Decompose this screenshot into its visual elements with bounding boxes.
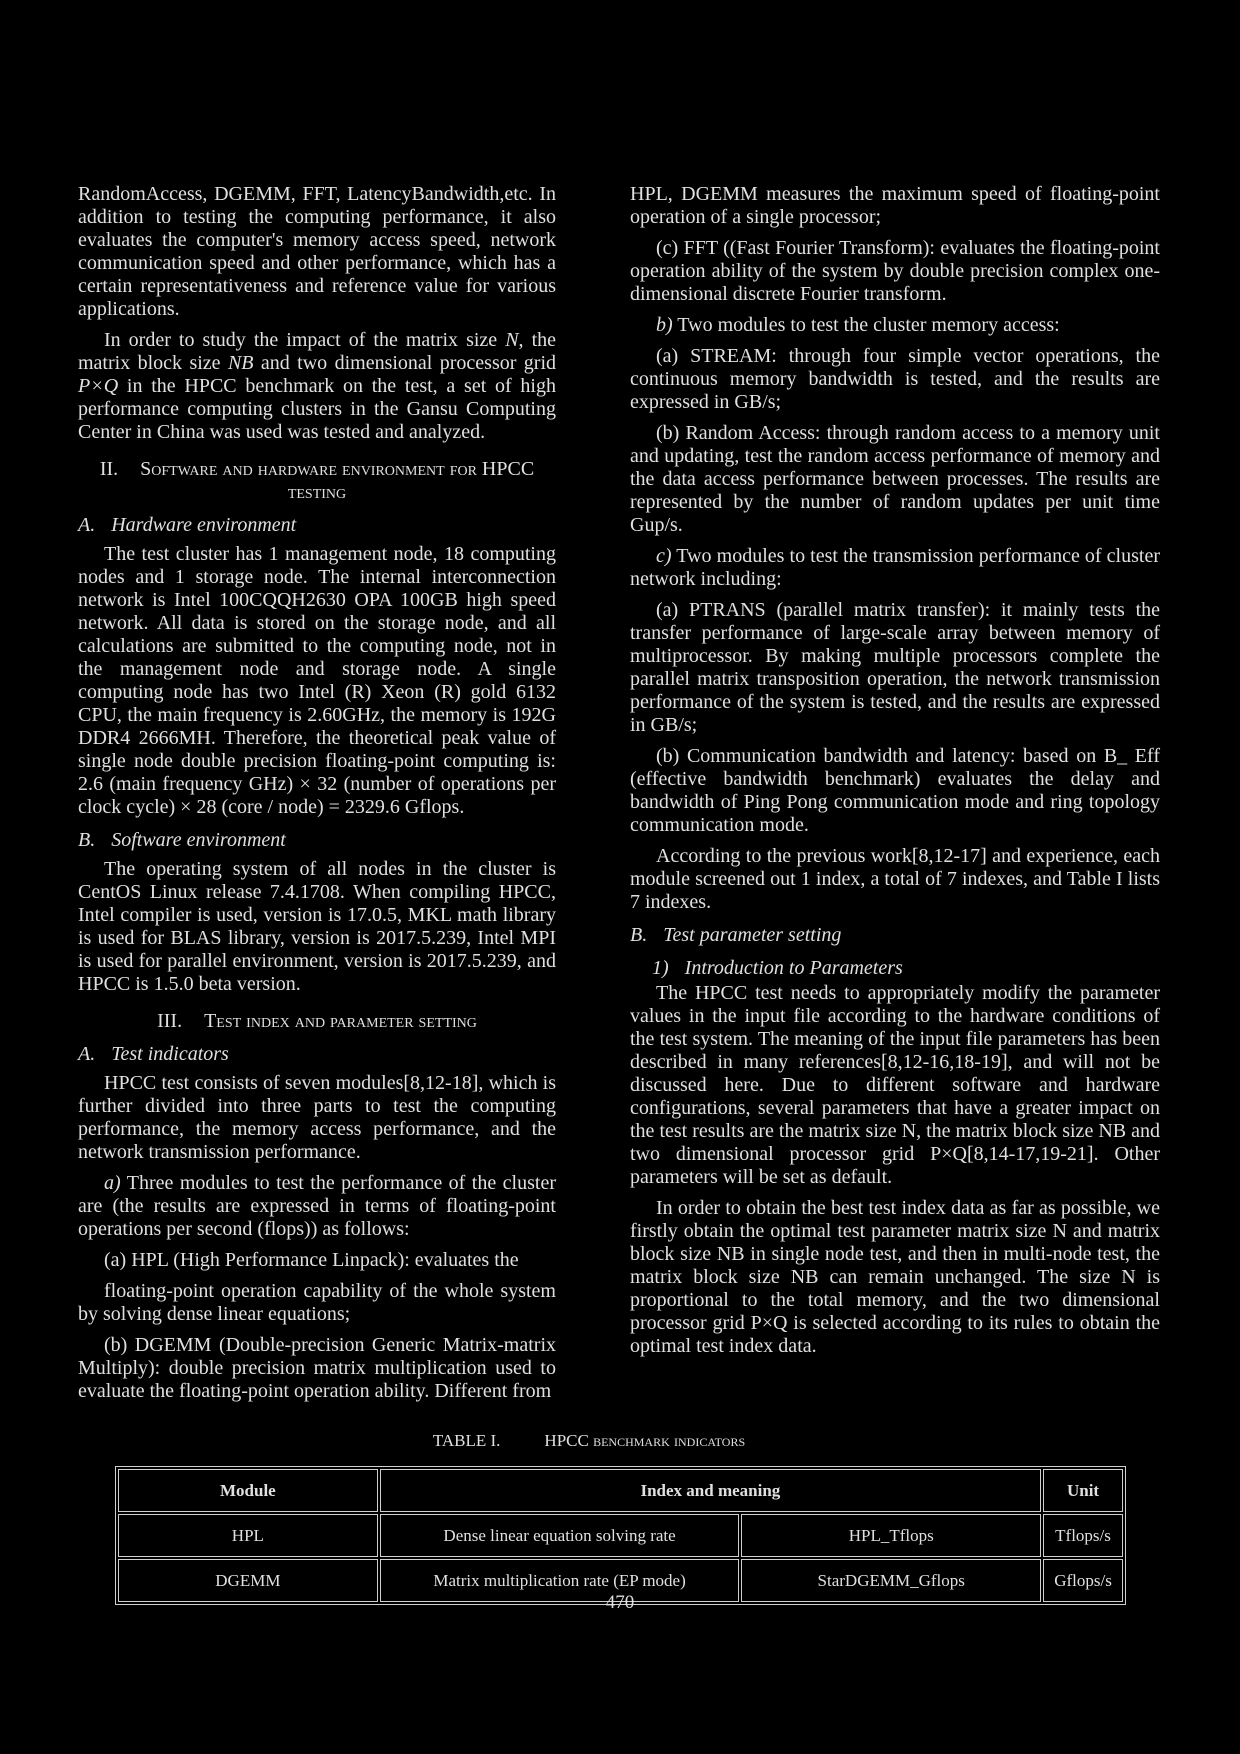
cell-module: DGEMM (118, 1559, 378, 1602)
section-number: III. (157, 1010, 183, 1032)
cell-index: HPL_Tflops (741, 1514, 1041, 1557)
paragraph-stream: (a) STREAM: through four simple vector operations, the continuous memory bandwidth is tested, and the results are expressed in GB/s; (630, 345, 1160, 413)
cell-meaning: Matrix multiplication rate (EP mode) (380, 1559, 740, 1602)
page-number: 470 (605, 1592, 635, 1613)
subsection-heading-test-parameter (630, 924, 1160, 947)
column-header-unit: Unit (1043, 1469, 1123, 1512)
benchmark-indicators-table (115, 1466, 1126, 1605)
subsection-title: Test parameter setting (663, 924, 842, 946)
paragraph-fft: (c) FFT ((Fast Fourier Transform): evaluates the floating-point operation ability of the system by double precision complex one-dimensional discrete Fourier transform. (630, 237, 1160, 305)
subsubsection-title: Introduction to Parameters (684, 957, 903, 979)
section-number: II. (99, 458, 119, 480)
section-title: Software and hardware environment for HPCC testing (140, 458, 535, 503)
left-column (78, 183, 556, 1411)
section-title: Test index and parameter setting (204, 1010, 477, 1032)
subsection-heading-hardware (78, 514, 556, 537)
cell-module: HPL (118, 1514, 378, 1557)
subsection-letter: B. (78, 829, 96, 851)
paragraph-hpl-2: floating-point operation capability of the whole system by solving dense linear equations; (78, 1280, 556, 1325)
subsection-letter: A. (78, 1043, 96, 1065)
benchmark-table-wrapper (115, 1466, 1126, 1605)
subsection-title: Hardware environment (111, 514, 297, 536)
table-caption-label: TABLE I. (432, 1431, 501, 1450)
table-caption (78, 1429, 1100, 1452)
cell-unit: Gflops/s (1043, 1559, 1123, 1602)
list-item-a: a) Three modules to test the performance of the cluster are (the results are expressed in terms of floating-point operations per second (flops)) as follows: (78, 1172, 556, 1240)
table-caption-title-lead: HPCC (544, 1431, 589, 1450)
paragraph-software: The operating system of all nodes in the cluster is CentOS Linux release 7.4.1708. When compiling HPCC, Intel compiler is used, version is 17.0.5, MKL math library is used for BLAS library, version is 2017.5.239, Intel MPI is used for parallel environment, version is 2017.5.239, and HPCC is 1.5.0 beta version. (78, 858, 556, 995)
column-header-index-meaning: Index and meaning (380, 1469, 1041, 1512)
paragraph-hardware: The test cluster has 1 management node, 18 computing nodes and 1 storage node. The internal interconnection network is Intel 100CQQH2630 OPA 100GB high speed network. All data is stored on the storage node, and all calculations are submitted to the computing node, not in the management node and storage node. A single computing node has two Intel (R) Xeon (R) gold 6132 CPU, the main frequency is 2.60GHz, the memory is 192G DDR4 2666MH. Therefore, the theoretical peak value of single node double precision floating-point computing is: 2.6 (main frequency GHz) × 32 (number of operations per clock cycle) × 28 (core / node) = 2329.6 Gflops. (78, 543, 556, 818)
right-column (630, 183, 1160, 1366)
paragraph-modules: HPCC test consists of seven modules[8,12-18], which is further divided into three parts to test the computing performance, the memory access performance, and the network transmission performance. (78, 1072, 556, 1163)
cell-meaning: Dense linear equation solving rate (380, 1514, 740, 1557)
list-item-b: b) Two modules to test the cluster memory access: (656, 314, 1060, 336)
table-row (118, 1514, 1123, 1557)
table-caption-title: benchmark indicators (593, 1431, 746, 1450)
subsection-title: Software environment (111, 829, 286, 851)
paragraph-communication: (b) Communication bandwidth and latency: based on B_ Eff (effective bandwidth benchmark) evaluates the delay and bandwidth of Ping Pong communication mode and ring topology communication mode. (630, 745, 1160, 836)
paragraph-according: According to the previous work[8,12-17] and experience, each module screened out 1 index, a total of 7 indexes, and Table I lists 7 indexes. (630, 845, 1160, 913)
paragraph-random-access: (b) Random Access: through random access to a memory unit and updating, test the random access performance of memory and the data access performance between processes. The results are represented by the number of random updates per unit time Gup/s. (630, 422, 1160, 536)
two-column-body (78, 183, 1160, 1411)
list-item-c: c) Two modules to test the transmission performance of cluster network including: (630, 545, 1160, 590)
subsection-heading-software (78, 829, 556, 852)
paragraph-continuation: RandomAccess, DGEMM, FFT, LatencyBandwidth,etc. In addition to testing the computing performance, it also evaluates the computer's memory access speed, network communication speed and other performance, which has a certain representativeness and reference value for various applications. (78, 183, 556, 320)
paragraph-parameters: The HPCC test needs to appropriately modify the parameter values in the input file according to the hardware conditions of the test system. The meaning of the input file parameters has been described in many references[8,12-16,18-19], and will not be discussed here. Due to different software and hardware configurations, several parameters that have a greater impact on the test results are the matrix size N, the matrix block size NB and two dimensional processor grid P×Q[8,14-17,19-21]. Other parameters will be set as default. (630, 982, 1160, 1188)
table-section (78, 1429, 1160, 1605)
subsection-title: Test indicators (111, 1043, 229, 1065)
paragraph-study-impact: In order to study the impact of the matrix size N, the matrix block size NB and two dimensional processor grid P×Q in the HPCC benchmark on the test, a set of high performance computing clusters in the Gansu Computing Center in China was used was tested and analyzed. (78, 329, 556, 443)
cell-unit: Tflops/s (1043, 1514, 1123, 1557)
table-header-row (118, 1469, 1123, 1512)
subsection-heading-test-indicators (78, 1043, 556, 1066)
subsection-letter: B. (630, 924, 648, 946)
paragraph-ptrans: (a) PTRANS (parallel matrix transfer): it mainly tests the transfer performance of large-scale array between memory of multiprocessor. By making multiple processors complete the parallel matrix transposition operation, the network transmission performance of the system is tested, and the results are expressed in GB/s; (630, 599, 1160, 736)
subsubsection-number: 1) (652, 957, 669, 979)
paragraph-dgemm: (b) DGEMM (Double-precision Generic Matrix-matrix Multiply): double precision matrix multiplication used to evaluate the floating-point operation ability. Different from (78, 1334, 556, 1402)
paragraph-obtain: In order to obtain the best test index data as far as possible, we firstly obtain the optimal test parameter matrix size N and matrix block size NB in single node test, and then in multi-node test, the matrix block size NB can remain unchanged. The size N is proportional to the total memory, and the two dimensional processor grid P×Q is selected according to its rules to obtain the optimal test index data. (630, 1197, 1160, 1357)
column-header-module: Module (118, 1469, 378, 1512)
paragraph-hpl-1: (a) HPL (High Performance Linpack): evaluates the (104, 1249, 519, 1271)
subsubsection-heading-parameters (630, 957, 1160, 980)
paragraph-hpl-continuation: HPL, DGEMM measures the maximum speed of floating-point operation of a single processor; (630, 183, 1160, 228)
cell-index: StarDGEMM_Gflops (741, 1559, 1041, 1602)
section-heading-2 (78, 458, 556, 504)
section-heading-3 (78, 1010, 556, 1033)
subsection-letter: A. (78, 514, 96, 536)
